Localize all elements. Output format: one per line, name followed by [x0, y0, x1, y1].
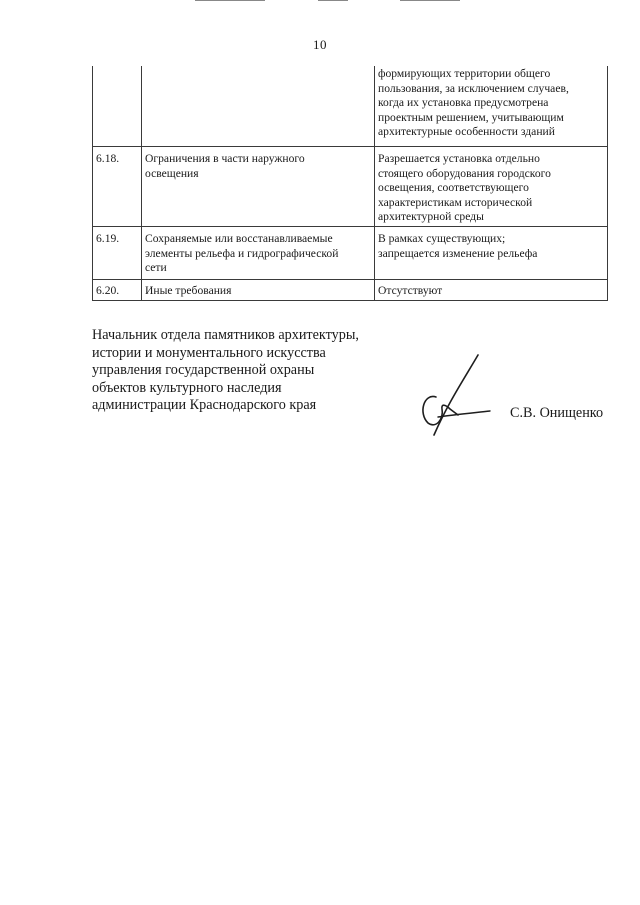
row-name-cell: [142, 279, 375, 300]
value-line: Разрешается установка отдельно: [378, 152, 540, 165]
signatory-title: [92, 327, 402, 415]
table-row-6-20: [93, 279, 608, 300]
name-line: Ограничения в части наружного: [145, 152, 305, 165]
row-number-cell: 6.20.: [93, 279, 142, 300]
value-line: пользования, за исключением случаев,: [378, 81, 569, 95]
table-row-6-18: [93, 147, 608, 227]
signature-block: [92, 327, 612, 437]
value-line: В рамках существующих;: [378, 231, 506, 245]
table-row-continuation: [93, 66, 608, 147]
title-line: управления государственной охраны: [92, 362, 315, 379]
row-name-cell: [142, 66, 375, 147]
row-name-cell: [142, 226, 375, 279]
name-line: освещения: [145, 166, 199, 180]
title-line: истории и монументального искусства: [92, 344, 326, 361]
name-line: элементы рельефа и гидрографической: [145, 246, 339, 260]
scan-top-edge-marks: [0, 0, 640, 4]
row-value-cell: [375, 147, 608, 227]
row-number-cell: [93, 66, 142, 147]
signatory-name: С.В. Онищенко: [510, 405, 604, 421]
name-line: сети: [145, 261, 167, 275]
row-number-cell: 6.19.: [93, 226, 142, 279]
value-line: характеристикам исторической: [378, 195, 533, 209]
value-line: стоящего оборудования городского: [378, 166, 551, 180]
value-line: Отсутствуют: [378, 283, 443, 297]
name-line: Сохраняемые или восстанавливаемые: [145, 231, 333, 245]
requirements-table: [92, 66, 608, 301]
title-line: Начальник отдела памятников архитектуры,: [92, 327, 359, 343]
name-line: Иные требования: [145, 283, 232, 297]
value-line: формирующих территории общего: [378, 67, 551, 80]
value-line: когда их установка предусмотрена: [378, 96, 549, 110]
row-value-cell: [375, 66, 608, 147]
row-value-cell: [375, 279, 608, 300]
table-row-6-19: [93, 226, 608, 279]
value-line: архитектурные особенности зданий: [378, 125, 555, 139]
value-line: проектным решением, учитывающим: [378, 110, 564, 124]
row-value-cell: [375, 226, 608, 279]
row-name-cell: [142, 147, 375, 227]
row-number-cell: 6.18.: [93, 147, 142, 227]
title-line: администрации Краснодарского края: [92, 397, 317, 414]
handwritten-signature: [414, 353, 492, 437]
title-line: объектов культурного наследия: [92, 379, 282, 396]
value-line: освещения, соответствующего: [378, 181, 529, 195]
page-number: 10: [313, 37, 327, 52]
value-line: запрещается изменение рельефа: [378, 246, 538, 260]
value-line: архитектурной среды: [378, 210, 484, 224]
